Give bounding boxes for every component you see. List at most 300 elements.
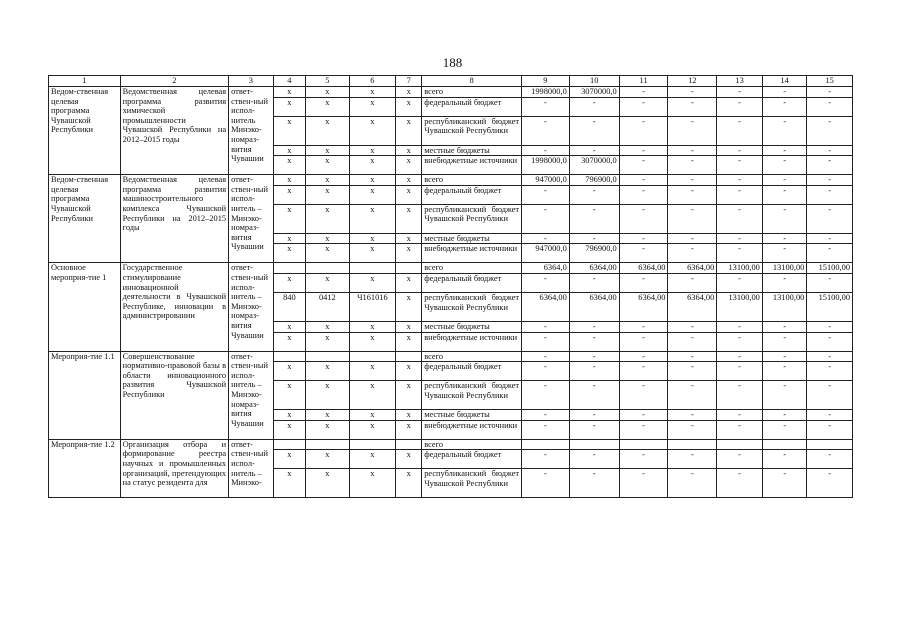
- amount-cell: -: [762, 116, 806, 145]
- budget-code: x: [273, 156, 306, 175]
- column-number: 10: [569, 76, 619, 87]
- funding-source: федеральный бюджет: [422, 97, 522, 116]
- amount-cell: -: [569, 381, 619, 410]
- column-number: 3: [229, 76, 273, 87]
- amount-cell: -: [569, 116, 619, 145]
- program-status: Основное мероприя-тие 1: [49, 263, 121, 351]
- funding-source: местные бюджеты: [422, 410, 522, 421]
- funding-source: федеральный бюджет: [422, 450, 522, 469]
- budget-code: 840: [273, 292, 306, 321]
- budget-code: x: [396, 87, 422, 98]
- amount-cell: -: [668, 233, 717, 244]
- budget-code: x: [306, 185, 349, 204]
- funding-source: местные бюджеты: [422, 321, 522, 332]
- budget-code: x: [396, 450, 422, 469]
- budget-code: [396, 263, 422, 274]
- amount-cell: -: [807, 185, 853, 204]
- amount-cell: 15100,00: [807, 292, 853, 321]
- budget-code: x: [306, 420, 349, 439]
- header-row: [49, 76, 853, 87]
- table-row: [49, 351, 853, 362]
- amount-cell: -: [668, 420, 717, 439]
- amount-cell: -: [668, 273, 717, 292]
- amount-cell: 3070000,0: [569, 87, 619, 98]
- amount-cell: -: [807, 469, 853, 498]
- amount-cell: -: [668, 351, 717, 362]
- budget-code: x: [306, 204, 349, 233]
- amount-cell: [762, 439, 806, 450]
- amount-cell: -: [762, 450, 806, 469]
- budget-code: [349, 439, 396, 450]
- amount-cell: -: [762, 381, 806, 410]
- program-status: Мероприя-тие 1.2: [49, 439, 121, 498]
- amount-cell: -: [807, 145, 853, 156]
- budget-code: x: [349, 420, 396, 439]
- amount-cell: 6364,00: [668, 263, 717, 274]
- funding-source: всего: [422, 439, 522, 450]
- amount-cell: -: [522, 450, 570, 469]
- page-number: 188: [442, 55, 463, 70]
- amount-cell: -: [807, 116, 853, 145]
- column-number: 6: [349, 76, 396, 87]
- budget-code: 0412: [306, 292, 349, 321]
- budget-code: x: [396, 244, 422, 263]
- amount-cell: -: [717, 204, 763, 233]
- amount-cell: 6364,00: [619, 292, 668, 321]
- amount-cell: -: [668, 156, 717, 175]
- amount-cell: -: [668, 410, 717, 421]
- amount-cell: -: [619, 145, 668, 156]
- budget-code: [306, 351, 349, 362]
- budget-code: [396, 351, 422, 362]
- program-name: Организация отбора и формирование реестра научных и промышленных организаций, претендующих на статус резидента для: [120, 439, 229, 498]
- amount-cell: -: [619, 351, 668, 362]
- amount-cell: -: [569, 204, 619, 233]
- amount-cell: -: [619, 321, 668, 332]
- amount-cell: 947000,0: [522, 244, 570, 263]
- funding-source: внебюджетные источники: [422, 156, 522, 175]
- amount-cell: -: [619, 273, 668, 292]
- table-row: [49, 87, 853, 98]
- budget-code: x: [273, 332, 306, 351]
- budget-code: x: [306, 273, 349, 292]
- amount-cell: -: [717, 233, 763, 244]
- column-number: 1: [49, 76, 121, 87]
- budget-code: x: [306, 116, 349, 145]
- budget-code: x: [396, 156, 422, 175]
- budget-code: x: [273, 420, 306, 439]
- budget-code: x: [396, 292, 422, 321]
- column-number: 11: [619, 76, 668, 87]
- amount-cell: -: [522, 351, 570, 362]
- budget-code: x: [273, 469, 306, 498]
- amount-cell: 6364,0: [522, 263, 570, 274]
- budget-code: x: [306, 244, 349, 263]
- amount-cell: -: [717, 450, 763, 469]
- budget-code: x: [273, 233, 306, 244]
- amount-cell: -: [522, 321, 570, 332]
- budget-code: x: [396, 145, 422, 156]
- budget-code: x: [306, 156, 349, 175]
- amount-cell: [668, 439, 717, 450]
- budget-code: x: [396, 273, 422, 292]
- amount-cell: [717, 439, 763, 450]
- responsible-executor: ответ-ствен-ный испол-нитель Минэко-номраз-вития Чувашии: [229, 87, 273, 175]
- amount-cell: -: [807, 87, 853, 98]
- funding-source: внебюджетные источники: [422, 244, 522, 263]
- budget-code: x: [306, 321, 349, 332]
- amount-cell: -: [807, 233, 853, 244]
- amount-cell: -: [717, 410, 763, 421]
- column-number: 15: [807, 76, 853, 87]
- amount-cell: -: [619, 420, 668, 439]
- funding-source: федеральный бюджет: [422, 362, 522, 381]
- budget-code: x: [349, 450, 396, 469]
- budget-code: x: [306, 87, 349, 98]
- amount-cell: -: [668, 185, 717, 204]
- program-status: Мероприя-тие 1.1: [49, 351, 121, 439]
- amount-cell: -: [619, 450, 668, 469]
- amount-cell: -: [717, 87, 763, 98]
- budget-code: x: [273, 244, 306, 263]
- amount-cell: -: [619, 156, 668, 175]
- amount-cell: -: [762, 233, 806, 244]
- budget-code: x: [396, 97, 422, 116]
- amount-cell: -: [569, 469, 619, 498]
- amount-cell: -: [668, 469, 717, 498]
- amount-cell: -: [668, 332, 717, 351]
- budget-code: x: [349, 469, 396, 498]
- column-number: 5: [306, 76, 349, 87]
- funding-source: внебюджетные источники: [422, 420, 522, 439]
- amount-cell: -: [619, 87, 668, 98]
- amount-cell: -: [717, 145, 763, 156]
- column-number: 9: [522, 76, 570, 87]
- budget-code: x: [273, 116, 306, 145]
- budget-code: x: [273, 175, 306, 186]
- program-name: Ведомственная целевая программа развития машиностроительного комплекса Чувашской Республики на 2012–2015 годы: [120, 175, 229, 263]
- budget-code: x: [349, 410, 396, 421]
- amount-cell: -: [717, 175, 763, 186]
- amount-cell: 6364,00: [569, 263, 619, 274]
- budget-table: [48, 75, 853, 498]
- amount-cell: -: [522, 469, 570, 498]
- budget-code: [396, 439, 422, 450]
- amount-cell: -: [569, 145, 619, 156]
- budget-code: x: [349, 204, 396, 233]
- amount-cell: -: [569, 420, 619, 439]
- amount-cell: -: [668, 145, 717, 156]
- amount-cell: -: [668, 87, 717, 98]
- responsible-executor: ответ-ствен-ный испол-нитель – Минэко-номраз-вития Чувашии: [229, 351, 273, 439]
- amount-cell: -: [522, 204, 570, 233]
- amount-cell: -: [762, 469, 806, 498]
- budget-code: x: [349, 156, 396, 175]
- budget-code: x: [273, 410, 306, 421]
- budget-code: x: [396, 204, 422, 233]
- budget-code: x: [306, 97, 349, 116]
- amount-cell: -: [807, 332, 853, 351]
- funding-source: республиканский бюджет Чувашской Республики: [422, 204, 522, 233]
- amount-cell: -: [668, 321, 717, 332]
- budget-code: x: [349, 233, 396, 244]
- funding-source: всего: [422, 87, 522, 98]
- amount-cell: -: [717, 351, 763, 362]
- budget-code: x: [396, 469, 422, 498]
- amount-cell: -: [668, 450, 717, 469]
- amount-cell: -: [619, 97, 668, 116]
- amount-cell: -: [762, 273, 806, 292]
- budget-code: x: [396, 233, 422, 244]
- amount-cell: 6364,00: [619, 263, 668, 274]
- amount-cell: -: [522, 185, 570, 204]
- budget-code: x: [273, 362, 306, 381]
- amount-cell: -: [762, 332, 806, 351]
- responsible-executor: ответ-ствен-ный испол-нитель – Минэко-: [229, 439, 273, 498]
- amount-cell: 15100,00: [807, 263, 853, 274]
- budget-code: x: [306, 332, 349, 351]
- column-number: 12: [668, 76, 717, 87]
- budget-code: x: [273, 321, 306, 332]
- column-number: 14: [762, 76, 806, 87]
- amount-cell: -: [522, 116, 570, 145]
- budget-code: x: [349, 244, 396, 263]
- budget-code: x: [349, 87, 396, 98]
- amount-cell: -: [569, 450, 619, 469]
- budget-code: x: [306, 175, 349, 186]
- amount-cell: -: [762, 145, 806, 156]
- column-number: 4: [273, 76, 306, 87]
- budget-code: x: [273, 450, 306, 469]
- program-status: Ведом-ственная целевая программа Чувашской Республики: [49, 175, 121, 263]
- amount-cell: -: [807, 273, 853, 292]
- budget-code: x: [349, 321, 396, 332]
- amount-cell: -: [522, 381, 570, 410]
- amount-cell: -: [717, 273, 763, 292]
- amount-cell: -: [569, 321, 619, 332]
- budget-code: x: [396, 381, 422, 410]
- amount-cell: 6364,00: [569, 292, 619, 321]
- amount-cell: -: [807, 381, 853, 410]
- budget-code: [273, 351, 306, 362]
- budget-code: x: [306, 469, 349, 498]
- budget-code: x: [396, 332, 422, 351]
- amount-cell: -: [717, 244, 763, 263]
- amount-cell: -: [522, 273, 570, 292]
- budget-code: x: [306, 145, 349, 156]
- amount-cell: -: [762, 204, 806, 233]
- table-row: [49, 263, 853, 274]
- amount-cell: -: [717, 381, 763, 410]
- amount-cell: -: [807, 351, 853, 362]
- amount-cell: -: [762, 410, 806, 421]
- amount-cell: -: [619, 362, 668, 381]
- amount-cell: -: [762, 185, 806, 204]
- amount-cell: 796900,0: [569, 175, 619, 186]
- amount-cell: -: [717, 156, 763, 175]
- budget-code: x: [396, 116, 422, 145]
- budget-code: x: [349, 175, 396, 186]
- amount-cell: [522, 439, 570, 450]
- amount-cell: 13100,00: [762, 292, 806, 321]
- amount-cell: -: [762, 351, 806, 362]
- budget-code: x: [273, 204, 306, 233]
- amount-cell: -: [522, 362, 570, 381]
- budget-code: x: [273, 185, 306, 204]
- column-number: 2: [120, 76, 229, 87]
- amount-cell: [569, 439, 619, 450]
- amount-cell: -: [807, 362, 853, 381]
- amount-cell: -: [569, 332, 619, 351]
- budget-code: x: [396, 420, 422, 439]
- amount-cell: -: [762, 175, 806, 186]
- amount-cell: -: [807, 450, 853, 469]
- amount-cell: -: [619, 381, 668, 410]
- budget-code: x: [396, 175, 422, 186]
- amount-cell: -: [619, 185, 668, 204]
- funding-source: местные бюджеты: [422, 145, 522, 156]
- amount-cell: -: [522, 233, 570, 244]
- funding-source: местные бюджеты: [422, 233, 522, 244]
- table-row: [49, 175, 853, 186]
- amount-cell: -: [717, 321, 763, 332]
- amount-cell: -: [522, 420, 570, 439]
- amount-cell: -: [717, 362, 763, 381]
- funding-source: всего: [422, 351, 522, 362]
- budget-code: x: [396, 362, 422, 381]
- funding-source: республиканский бюджет Чувашской Республики: [422, 381, 522, 410]
- amount-cell: -: [807, 410, 853, 421]
- amount-cell: -: [762, 321, 806, 332]
- budget-code: x: [349, 97, 396, 116]
- amount-cell: -: [807, 244, 853, 263]
- amount-cell: -: [522, 97, 570, 116]
- column-number: 7: [396, 76, 422, 87]
- amount-cell: 6364,00: [668, 292, 717, 321]
- budget-code: x: [273, 97, 306, 116]
- amount-cell: -: [569, 185, 619, 204]
- amount-cell: -: [619, 233, 668, 244]
- amount-cell: -: [668, 204, 717, 233]
- amount-cell: [619, 439, 668, 450]
- amount-cell: -: [717, 332, 763, 351]
- funding-source: всего: [422, 175, 522, 186]
- amount-cell: -: [522, 145, 570, 156]
- amount-cell: -: [807, 175, 853, 186]
- funding-source: республиканский бюджет Чувашской Республики: [422, 116, 522, 145]
- program-status: Ведом-ственная целевая программа Чувашской Республики: [49, 87, 121, 175]
- budget-code: x: [273, 145, 306, 156]
- budget-code: x: [396, 321, 422, 332]
- amount-cell: -: [807, 156, 853, 175]
- budget-code: [273, 263, 306, 274]
- budget-code: x: [396, 410, 422, 421]
- amount-cell: -: [762, 420, 806, 439]
- amount-cell: -: [762, 244, 806, 263]
- responsible-executor: ответ-ствен-ный испол-нитель – Минэко-номраз-вития Чувашии: [229, 175, 273, 263]
- amount-cell: -: [762, 87, 806, 98]
- amount-cell: -: [569, 351, 619, 362]
- responsible-executor: ответ-ствен-ный испол-нитель – Минэко-номраз-вития Чувашии: [229, 263, 273, 351]
- amount-cell: 13100,00: [717, 263, 763, 274]
- amount-cell: -: [619, 469, 668, 498]
- budget-code: x: [273, 87, 306, 98]
- budget-code: x: [306, 381, 349, 410]
- amount-cell: -: [668, 362, 717, 381]
- amount-cell: -: [619, 175, 668, 186]
- amount-cell: -: [668, 381, 717, 410]
- amount-cell: -: [807, 321, 853, 332]
- amount-cell: 13100,00: [762, 263, 806, 274]
- amount-cell: -: [717, 97, 763, 116]
- amount-cell: -: [668, 175, 717, 186]
- budget-code: x: [349, 116, 396, 145]
- amount-cell: -: [807, 204, 853, 233]
- program-name: Государственное стимулирование инновационной деятельности в Чувашской Республике, инновации в администрировании: [120, 263, 229, 351]
- budget-code: x: [349, 273, 396, 292]
- funding-source: федеральный бюджет: [422, 185, 522, 204]
- amount-cell: -: [619, 410, 668, 421]
- amount-cell: -: [569, 273, 619, 292]
- amount-cell: [807, 439, 853, 450]
- amount-cell: -: [569, 233, 619, 244]
- budget-code: x: [273, 381, 306, 410]
- funding-source: федеральный бюджет: [422, 273, 522, 292]
- budget-code: x: [349, 185, 396, 204]
- amount-cell: 796900,0: [569, 244, 619, 263]
- budget-code: [273, 439, 306, 450]
- amount-cell: -: [619, 204, 668, 233]
- amount-cell: -: [619, 332, 668, 351]
- budget-code: [349, 263, 396, 274]
- table-row: [49, 439, 853, 450]
- amount-cell: -: [762, 97, 806, 116]
- budget-code: [306, 263, 349, 274]
- budget-code: x: [349, 332, 396, 351]
- amount-cell: -: [668, 244, 717, 263]
- funding-source: республиканский бюджет Чувашской Республики: [422, 469, 522, 498]
- amount-cell: -: [619, 116, 668, 145]
- amount-cell: 1998000,0: [522, 156, 570, 175]
- budget-code: x: [349, 362, 396, 381]
- budget-code: x: [306, 450, 349, 469]
- amount-cell: 13100,00: [717, 292, 763, 321]
- budget-code: Ч161016: [349, 292, 396, 321]
- budget-code: [306, 439, 349, 450]
- amount-cell: -: [619, 244, 668, 263]
- amount-cell: 6364,00: [522, 292, 570, 321]
- budget-code: x: [306, 362, 349, 381]
- program-name: Совершенствование нормативно-правовой базы в области инновационного развития Чувашской Республики: [120, 351, 229, 439]
- amount-cell: 1998000,0: [522, 87, 570, 98]
- amount-cell: -: [717, 420, 763, 439]
- amount-cell: -: [522, 410, 570, 421]
- column-number: 8: [422, 76, 522, 87]
- budget-code: x: [306, 233, 349, 244]
- amount-cell: -: [762, 362, 806, 381]
- amount-cell: -: [762, 156, 806, 175]
- amount-cell: -: [569, 362, 619, 381]
- amount-cell: -: [717, 185, 763, 204]
- budget-code: x: [349, 381, 396, 410]
- budget-code: x: [396, 185, 422, 204]
- funding-source: всего: [422, 263, 522, 274]
- funding-source: республиканский бюджет Чувашской Республики: [422, 292, 522, 321]
- amount-cell: -: [569, 410, 619, 421]
- amount-cell: -: [522, 332, 570, 351]
- amount-cell: -: [717, 116, 763, 145]
- amount-cell: -: [668, 116, 717, 145]
